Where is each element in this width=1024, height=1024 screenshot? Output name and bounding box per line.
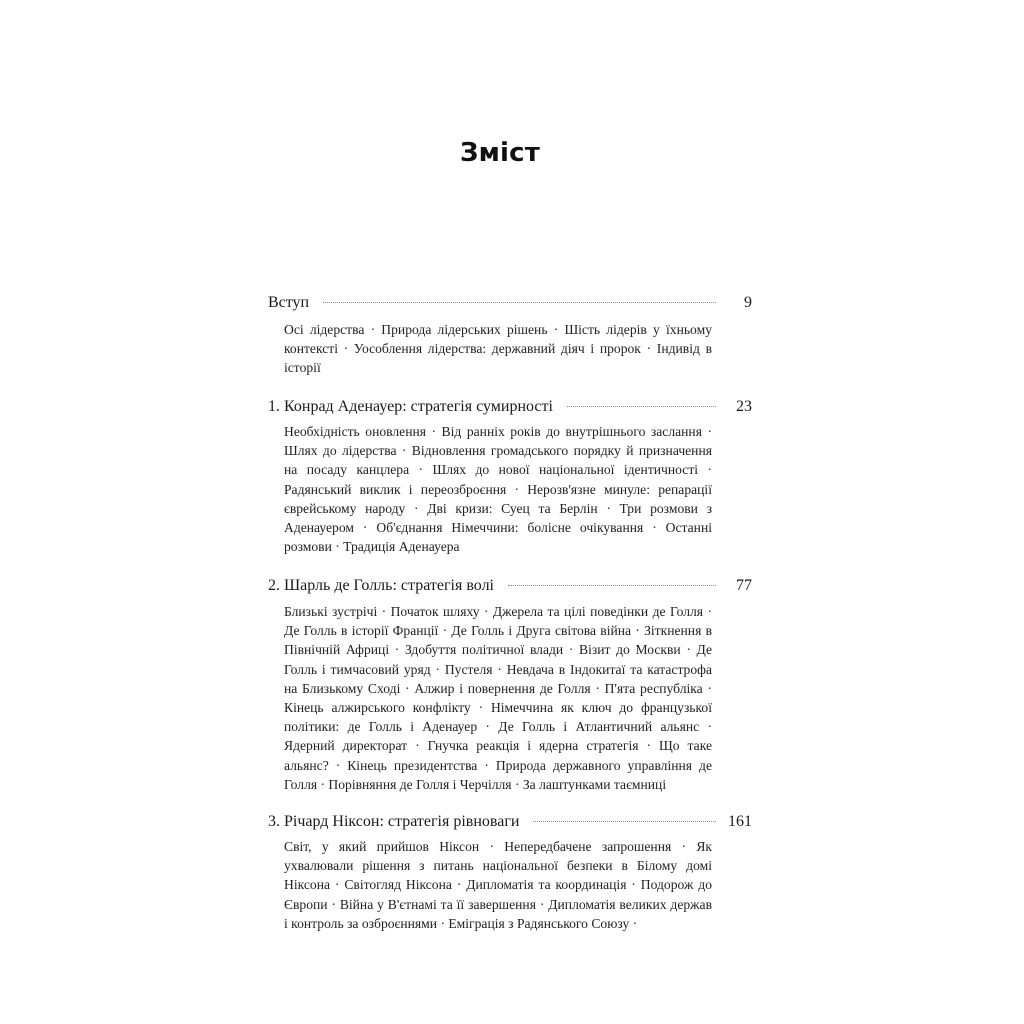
toc-entry-page-number[interactable]: 9: [744, 294, 752, 311]
toc-entry-intro[interactable]: [268, 293, 752, 378]
toc-entry-page-number[interactable]: 77: [736, 577, 752, 594]
toc-entry-page-number[interactable]: 23: [736, 398, 752, 415]
toc-entry-description: Близькі зустрічі · Початок шляху · Джерела та цілі поведінки де Голля · Де Голль в історії Франції · Де Голль і Друга світова війна · Зіткнення в Північній Африці · Здобуття політичної влади · Візит до Москви · Де Голль і тимчасовий уряд · Пустеля · Невдача в Індокитаї та катастрофа на Близькому Сході · Алжир і повернення де Голля · П'ята республіка · Кінець алжирського конфлікту · Німеччина як ключ до французької політики: де Голль і Аденауер · Де Голль і Атлантичний альянс · Ядерний директорат · Гнучка реакція і ядерна стратегія · Що таке альянс? · Кінець президентства · Природа державного управління де Голля · Порівняння де Голля і Черчілля · За лаштунками таємниці: [284, 604, 712, 792]
toc-entry-title[interactable]: 3. Річард Ніксон: стратегія рівноваги: [268, 813, 520, 830]
dot-leader: [508, 585, 716, 586]
toc-entry-heading[interactable]: [268, 293, 752, 313]
toc-entry-title[interactable]: 2. Шарль де Голль: стратегія волі: [268, 577, 494, 594]
toc-entry-description: Осі лідерства · Природа лідерських рішень · Шість лідерів у їхньому контексті · Уособлення лідерства: державний діяч і пророк · Індивід в історії: [284, 322, 712, 376]
dot-leader: [533, 821, 716, 822]
toc-entry-title[interactable]: Вступ: [268, 294, 310, 311]
toc-entry-chapter-2[interactable]: [268, 576, 752, 794]
toc-entry-description: Світ, у який прийшов Ніксон · Непередбачене запрошення · Як ухвалювали рішення з питань національної безпеки в Білому домі Ніксона · Світогляд Ніксона · Дипломатія та координація · Подорож до Європи · Війна у В'єтнамі та її завершення · Дипломатія великих держав і контроль за озброєннями · Еміграція з Радянського Союзу ·: [284, 839, 712, 931]
toc-entry-chapter-3[interactable]: [268, 812, 752, 933]
toc-entry-heading[interactable]: [268, 812, 752, 832]
toc-entry-heading[interactable]: [268, 576, 752, 596]
toc-entry-description: Необхідність оновлення · Від ранніх років до внутрішнього заслання · Шлях до лідерства · Відновлення громадського порядку й призначення на посаду канцлера · Шлях до нової національної ідентичності · Радянський виклик і переозброєння · Нерозв'язне минуле: репарації єврейському народу · Дві кризи: Суец та Берлін · Три розмови з Аденауером · Об'єднання Німеччини: болісне очікування · Останні розмови · Традиція Аденауера: [284, 424, 712, 555]
toc-entry-title[interactable]: 1. Конрад Аденауер: стратегія сумирності: [268, 398, 553, 415]
toc-entry-heading[interactable]: [268, 397, 752, 417]
page-title: Зміст: [459, 138, 541, 168]
toc-entry-page-number[interactable]: 161: [728, 813, 752, 830]
dot-leader: [567, 406, 716, 407]
toc-entry-chapter-1[interactable]: [268, 397, 752, 556]
dot-leader: [323, 302, 716, 303]
